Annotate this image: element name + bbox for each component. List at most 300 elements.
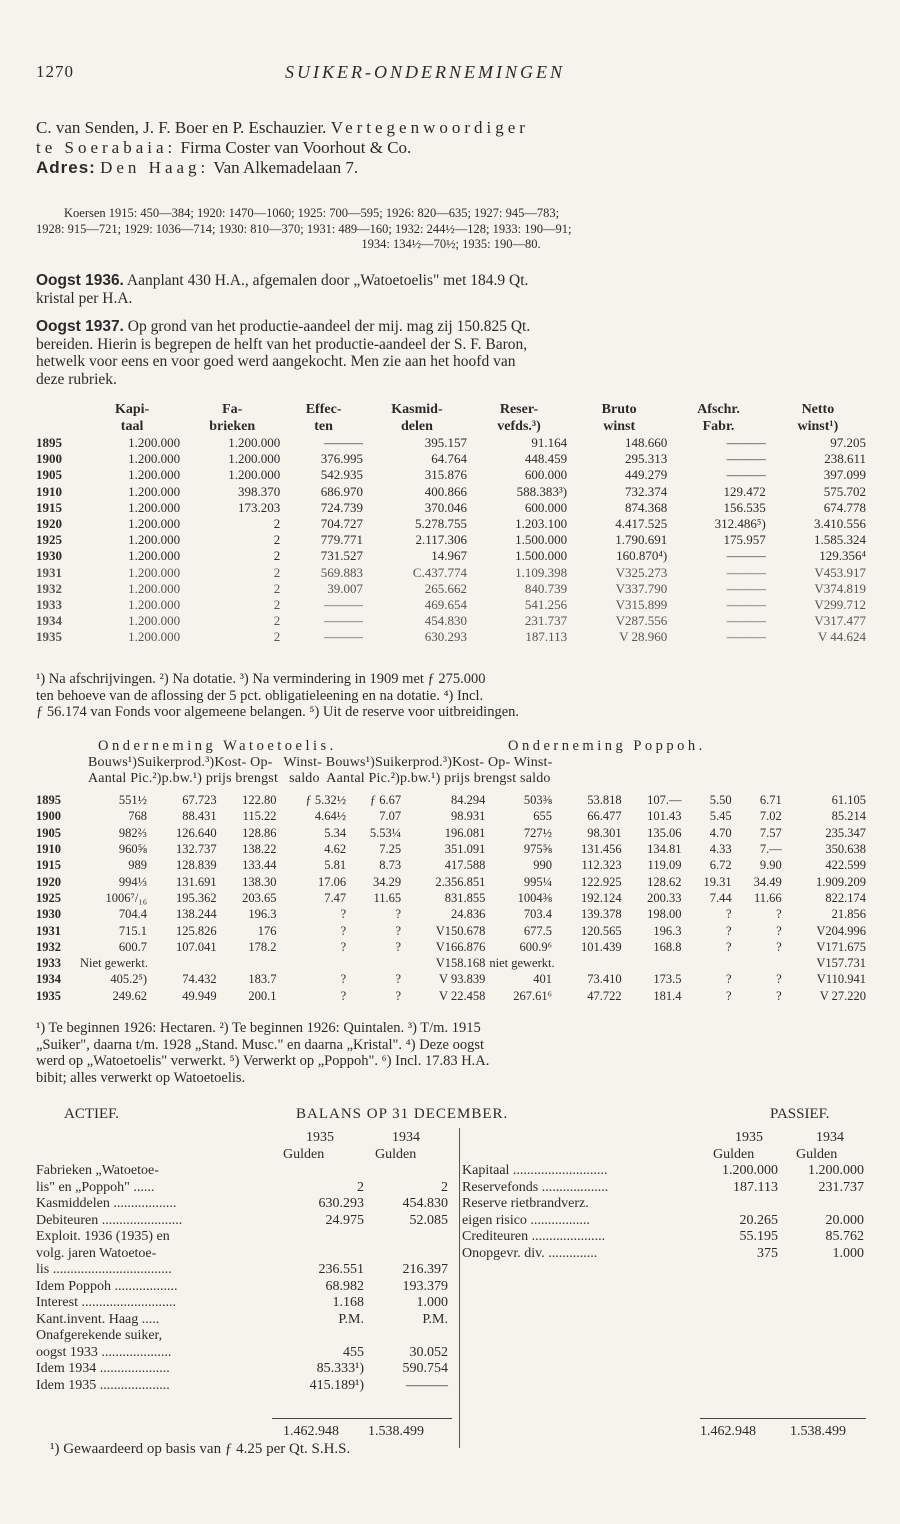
table-cell: 4.417.525 <box>615 516 668 532</box>
table-cell: ——— <box>726 435 766 451</box>
table-cell: 588.383³) <box>516 483 568 499</box>
table-cell: 265.662 <box>424 580 467 596</box>
table-cell: ? <box>395 939 402 954</box>
table-row <box>34 939 868 955</box>
balance-value-1935: 187.113 <box>733 1179 778 1195</box>
table-cell: 2 <box>273 564 281 580</box>
table-cell: 5.34 <box>324 825 347 840</box>
table-cell: ? <box>395 907 402 922</box>
balance-label: volg. jaren Watoetoe- <box>36 1245 157 1261</box>
row-year: 1932 <box>36 939 61 954</box>
balance-value-1935 <box>282 1163 366 1180</box>
row-year: 1933 <box>36 596 62 612</box>
table-row <box>34 500 868 516</box>
footnote2-line3: werd op „Watoetoelis" verwerkt. ⁵) Verwerkt op „Poppoh". ⁶) Incl. 17.83 H.A. <box>36 1053 490 1069</box>
table-cell: 469.654 <box>424 596 467 612</box>
table-row <box>34 565 868 581</box>
table-cell: 541.256 <box>524 596 568 612</box>
balance-value-1934: 20.000 <box>825 1212 864 1228</box>
page-number: 1270 <box>36 62 74 81</box>
balance-row <box>34 1229 450 1246</box>
actief-year-1934: 1934 <box>392 1130 420 1145</box>
table-cell: 350.638 <box>825 842 866 857</box>
balance-row <box>460 1163 866 1180</box>
table-cell: 6.72 <box>709 858 732 873</box>
table-cell: V315.899 <box>615 596 668 612</box>
table-cell: V204.996 <box>816 923 866 938</box>
balance-row <box>34 1246 450 1263</box>
footnote1-line3: ƒ 56.174 van Fonds voor algemeene belangen. ⁵) Uit de reserve voor uitbreidingen. <box>36 704 520 720</box>
balance-value-1935: 415.189¹) <box>309 1377 364 1393</box>
balance-value-1934 <box>366 1229 450 1246</box>
table-cell: ——— <box>726 564 766 580</box>
row-year: 1934 <box>36 972 61 987</box>
not-worked-left: Niet gewerkt. <box>80 956 149 971</box>
koersen-line1: Koersen 1915: 450—384; 1920: 1470—1060; 1925: 700—595; 1926: 820—635; 1927: 945—783; <box>64 206 560 220</box>
table-cell: 138.30 <box>242 874 277 889</box>
table-cell: 5.45 <box>709 809 732 824</box>
not-worked-right: niet gewerkt. <box>489 956 555 971</box>
column-header-bottom: ten <box>314 419 333 434</box>
table-cell: 11.65 <box>373 890 402 905</box>
table-cell: 4.64½ <box>314 809 347 824</box>
table-cell: 295.313 <box>624 451 668 467</box>
table-cell: 1.200.000 <box>128 564 181 580</box>
actief-unit-1935: Gulden <box>283 1147 325 1162</box>
table-cell: 24.836 <box>450 907 486 922</box>
balance-row <box>34 1213 450 1230</box>
balance-value-1935: 55.195 <box>739 1229 778 1244</box>
balance-row <box>460 1213 866 1230</box>
balance-value-1934: 216.397 <box>402 1262 448 1277</box>
passief-year-1935: 1935 <box>735 1130 763 1145</box>
table-cell: 198.00 <box>647 907 682 922</box>
balance-label: Fabrieken „Watoetoe- <box>36 1163 159 1178</box>
table-cell: 2.117.306 <box>415 532 467 548</box>
table-cell: 1.790.691 <box>615 532 668 548</box>
balance-label: Crediteuren ..................... <box>462 1229 606 1244</box>
passief-unit-1935: Gulden <box>713 1147 755 1162</box>
table-cell: ——— <box>726 467 766 483</box>
table-cell: ? <box>726 907 732 922</box>
table-cell: 131.691 <box>176 874 217 889</box>
balance-label: oogst 1933 .................... <box>36 1344 172 1360</box>
balance-label: Idem 1935 .................... <box>36 1377 170 1393</box>
balance-label: Exploit. 1936 (1935) en <box>36 1229 170 1244</box>
table-cell: 107.041 <box>176 939 217 954</box>
oogst-1937-line1: Op grond van het productie-aandeel der mij. mag zij 150.825 Qt. <box>127 318 531 335</box>
table-cell: 1.200.000 <box>128 435 181 451</box>
table-cell: ? <box>340 988 347 1003</box>
footnote1-line1: ¹) Na afschrijvingen. ²) Na dotatie. ³) Na vermindering in 1909 met ƒ 275.000 <box>36 671 486 687</box>
column-header-top: Bruto <box>601 402 637 417</box>
table-cell: 840.739 <box>524 580 568 596</box>
table-cell: 8.73 <box>379 858 402 873</box>
column-header-top: Fa- <box>222 402 243 417</box>
table-cell: 129.472 <box>723 483 766 499</box>
row-year: 1920 <box>36 516 62 532</box>
table-cell: 600.000 <box>524 499 568 515</box>
table-row <box>34 484 868 500</box>
table-cell: 417.588 <box>444 858 486 873</box>
table-cell: V 44.624 <box>817 629 866 645</box>
balance-value-1935: 1.200.000 <box>722 1163 778 1178</box>
table-cell: C.437.774 <box>412 564 467 580</box>
table-cell: ——— <box>726 548 766 564</box>
table-row <box>34 792 868 808</box>
intro-location: te Soerabaia: <box>36 138 177 157</box>
actief-table <box>34 1163 450 1394</box>
table-cell: V299.712 <box>814 596 866 612</box>
table-cell: 203.65 <box>242 890 277 905</box>
table-cell: 192.124 <box>580 890 622 905</box>
table-row <box>34 467 868 483</box>
balance-value-1935: 375 <box>757 1245 778 1261</box>
table-cell: 398.370 <box>238 483 281 499</box>
balance-row <box>460 1246 866 1263</box>
koersen-line2: 1928: 915—721; 1929: 1036—714; 1930: 810—370; 1931: 489—160; 1932: 244½—128; 1933: 190—91; <box>36 221 572 236</box>
column-header-top: Afschr. <box>697 402 740 417</box>
passief-total-rule <box>700 1418 866 1419</box>
passief-year-1934: 1934 <box>816 1130 844 1145</box>
table-cell: 181.4 <box>653 988 682 1003</box>
balance-row <box>34 1163 450 1180</box>
balance-label: lis" en „Poppoh" ...... <box>36 1179 155 1195</box>
table-cell: 995¼ <box>523 874 552 889</box>
table-cell: 53.818 <box>587 793 622 808</box>
table-cell: 600.9⁶ <box>519 939 552 954</box>
balance-row <box>34 1345 450 1362</box>
table-cell: 569.883 <box>320 564 363 580</box>
table-cell: ? <box>395 923 402 938</box>
table-cell: 7.07 <box>379 809 402 824</box>
table-cell: 98.931 <box>450 809 486 824</box>
table-cell: 14.967 <box>431 548 467 564</box>
passief-table-body <box>460 1163 866 1262</box>
table-row <box>34 890 868 906</box>
table-cell: V317.477 <box>814 613 866 629</box>
table-cell: ? <box>726 988 732 1003</box>
row-year: 1932 <box>36 580 62 596</box>
oogst-1937-line2: bereiden. Hierin is begrepen de helft van het productie-aandeel der S. F. Baron, <box>36 335 528 353</box>
table-cell: 85.214 <box>831 809 866 824</box>
table-cell: 370.046 <box>424 499 467 515</box>
table-cell: 7.44 <box>709 890 732 905</box>
balance-row <box>34 1378 450 1395</box>
row-year: 1930 <box>36 548 62 564</box>
table-cell: 3.410.556 <box>814 516 866 532</box>
oogst-1937-line3: hetwelk voor eens en voor goed werd aangekocht. Men zie aan het hoofd van <box>36 353 516 370</box>
table-cell: ——— <box>323 613 363 629</box>
koersen-block <box>36 206 866 253</box>
balance-value-1935: 455 <box>343 1344 364 1360</box>
table-cell: 235.347 <box>825 825 866 840</box>
table-cell: ? <box>776 939 782 954</box>
table-cell: 630.293 <box>424 629 467 645</box>
table-cell: ——— <box>726 580 766 596</box>
table-cell: ? <box>776 972 782 987</box>
table2-header-2: Aantal Pic.²)p.bw.¹) prijs brengst saldo Aantal Pic.²)p.bw.¹) prijs brengst saldo <box>88 771 551 786</box>
balance-value-1935: 24.975 <box>325 1212 364 1228</box>
balance-value-1935: 20.265 <box>739 1212 778 1228</box>
table-row <box>34 841 868 857</box>
table-cell: 405.2⁵) <box>110 972 148 987</box>
balance-label: lis .................................. <box>36 1262 172 1277</box>
balance-value-1934: 1.000 <box>832 1245 864 1261</box>
table-cell: 61.105 <box>831 793 866 808</box>
table-cell: 126.640 <box>176 825 217 840</box>
table-cell: 779.771 <box>320 532 363 548</box>
table-cell: 1006⁷/₁₆ <box>105 890 148 905</box>
table-cell: V157.731 <box>816 956 866 971</box>
row-year: 1895 <box>36 793 61 808</box>
table-row <box>34 906 868 922</box>
table-cell: 351.091 <box>444 842 486 857</box>
balance-row <box>34 1180 450 1197</box>
row-year: 1900 <box>36 451 62 467</box>
table-cell: 542.935 <box>320 467 363 483</box>
balance-row <box>34 1196 450 1213</box>
table-cell: ? <box>340 923 347 938</box>
table-cell: 238.611 <box>824 451 866 467</box>
table-cell: 1.200.000 <box>128 580 181 596</box>
table-row <box>34 532 868 548</box>
table-cell: V453.917 <box>814 564 866 580</box>
balance-row <box>34 1312 450 1329</box>
table-cell: 34.49 <box>753 874 782 889</box>
balance-label: Onopgevr. div. .............. <box>462 1245 598 1261</box>
table-cell: 4.70 <box>709 825 732 840</box>
row-year: 1925 <box>36 532 62 548</box>
header-year-blank <box>34 401 82 418</box>
column-header-top: Reser- <box>499 402 539 417</box>
table-row <box>34 435 868 451</box>
row-year: 1915 <box>36 858 61 873</box>
table-cell: 139.378 <box>580 907 622 922</box>
table-cell: 1.200.000 <box>128 483 181 499</box>
table-cell: 2 <box>273 629 281 645</box>
balance-value-1935: 236.551 <box>318 1262 364 1277</box>
table-cell: 715.1 <box>118 923 148 938</box>
passief-table <box>460 1163 866 1262</box>
table-cell: 101.439 <box>580 939 622 954</box>
row-year: 1905 <box>36 825 61 840</box>
table-cell: 101.43 <box>647 809 682 824</box>
table2-header-1: Bouws¹)Suikerprod.³)Kost- Op- Winst- Bouws¹)Suikerprod.³)Kost- Op- Winst- <box>88 755 553 770</box>
column-header-top: Kapi- <box>114 402 150 417</box>
table-cell: 200.1 <box>248 988 277 1003</box>
table-cell: 677.5 <box>523 923 552 938</box>
table-cell: 7.— <box>759 842 782 857</box>
table-cell: 1004⅜ <box>517 890 552 905</box>
balance-label: Onafgerekende suiker, <box>36 1328 163 1343</box>
table-cell: 138.22 <box>242 842 277 857</box>
table-row <box>34 629 868 645</box>
table-cell: 975⅝ <box>523 842 552 857</box>
production-table-body <box>34 792 868 1004</box>
table-cell: 1.500.000 <box>515 548 568 564</box>
financial-table-header-row1 <box>34 401 868 418</box>
table-cell: 724.739 <box>320 499 363 515</box>
table-cell: 107.— <box>647 793 682 808</box>
balance-divider <box>459 1128 460 1448</box>
table-cell: 183.7 <box>248 972 277 987</box>
table-cell: ——— <box>323 435 363 451</box>
table-cell: 122.80 <box>242 793 277 808</box>
table-cell: 2 <box>273 532 281 548</box>
table-row <box>34 808 868 824</box>
actief-total-1934: 1.538.499 <box>368 1424 424 1439</box>
table-cell: 2.356.851 <box>435 874 486 889</box>
row-year: 1905 <box>36 467 62 483</box>
table-cell: 21.856 <box>831 907 866 922</box>
table-cell: 768 <box>128 809 148 824</box>
table-row <box>34 581 868 597</box>
balance-row <box>34 1328 450 1345</box>
table-cell: 822.174 <box>825 890 866 905</box>
footnote2-line1: ¹) Te beginnen 1926: Hectaren. ²) Te beginnen 1926: Quintalen. ³) T/m. 1915 <box>36 1020 481 1036</box>
table-row <box>34 857 868 873</box>
table-cell: 315.876 <box>424 467 467 483</box>
balance-value-1934: ——— <box>406 1377 448 1393</box>
balance-label: Kant.invent. Haag ..... <box>36 1311 160 1327</box>
watoetoelis-title: Onderneming Watoetoelis. <box>98 738 337 754</box>
footnote2-line2: „Suiker", daarna t/m. 1928 „Stand. Musc." en daarna „Kristal". ⁴) Deze oogst <box>36 1036 485 1053</box>
table-cell: ? <box>726 923 732 938</box>
table-cell: ——— <box>726 613 766 629</box>
table-cell: 175.957 <box>723 532 766 548</box>
row-year: 1930 <box>36 907 61 922</box>
table-cell: 120.565 <box>580 923 622 938</box>
table-cell: 727½ <box>523 825 552 840</box>
balance-row <box>34 1262 450 1279</box>
table-cell: 7.57 <box>759 825 782 840</box>
table-cell: 2 <box>273 516 281 532</box>
table-cell: V 27.220 <box>819 988 866 1003</box>
vertegenwoordiger-label: Vertegenwoordiger <box>330 118 529 137</box>
balance-value-1935 <box>694 1196 780 1213</box>
balance-value-1934 <box>780 1196 866 1213</box>
table-cell: 6.71 <box>759 793 782 808</box>
row-year: 1931 <box>36 923 61 938</box>
table-cell: 5.81 <box>324 858 347 873</box>
table-cell: ? <box>726 972 732 987</box>
table-cell: ——— <box>323 596 363 612</box>
balance-label: Reservefonds ................... <box>462 1179 609 1195</box>
table-cell: 168.8 <box>653 939 682 954</box>
table-cell: ƒ 6.67 <box>369 793 402 808</box>
table-cell: 156.535 <box>723 499 766 515</box>
table-cell: 600.000 <box>524 467 568 483</box>
balance-value-1934: 1.000 <box>416 1295 448 1310</box>
table-cell: 133.44 <box>242 858 277 873</box>
table-cell: 134.81 <box>647 842 682 857</box>
poppoh-title: Onderneming Poppoh. <box>508 738 706 754</box>
actief-table-body <box>34 1163 450 1394</box>
table-cell: 67.723 <box>182 793 217 808</box>
table-cell: 7.47 <box>324 890 347 905</box>
balance-value-1935 <box>282 1229 366 1246</box>
table-cell: 1.500.000 <box>515 532 568 548</box>
row-year: 1925 <box>36 890 61 905</box>
table-cell: 686.970 <box>320 483 363 499</box>
row-year: 1915 <box>36 499 62 515</box>
column-header-bottom: brieken <box>209 419 256 434</box>
column-header-bottom: delen <box>401 419 433 434</box>
balance-value-1935: 85.333¹) <box>316 1361 364 1376</box>
adres-label: Adres: <box>36 158 96 177</box>
table-cell: 994⅓ <box>118 874 148 889</box>
passief-total-1935: 1.462.948 <box>700 1424 756 1439</box>
table-cell: 982⅔ <box>118 825 148 840</box>
table-cell: 267.61⁶ <box>513 988 552 1003</box>
table-cell: 91.164 <box>531 435 568 451</box>
header-year-blank <box>34 418 82 435</box>
row-year: 1895 <box>36 435 62 451</box>
table-row <box>34 873 868 889</box>
table-cell: ? <box>340 907 347 922</box>
row-year: 1935 <box>36 629 62 645</box>
oogst-1937 <box>36 318 866 388</box>
table-cell: V110.941 <box>816 972 866 987</box>
table-row <box>34 516 868 532</box>
table-cell: 66.477 <box>587 809 622 824</box>
balance-value-1934: 52.085 <box>409 1212 448 1228</box>
table-cell: V 93.839 <box>439 972 486 987</box>
table-cell: 1.200.000 <box>128 613 181 629</box>
oogst-1936-label: Oogst 1936. <box>36 272 124 289</box>
table-row <box>34 613 868 629</box>
table-cell: 138.244 <box>176 907 217 922</box>
table-cell: 395.157 <box>424 435 467 451</box>
balance-value-1934 <box>366 1328 450 1345</box>
table-cell: 704.727 <box>320 516 363 532</box>
table-cell: 178.2 <box>248 939 277 954</box>
table-cell: 7.02 <box>759 809 782 824</box>
table-cell: 397.099 <box>823 467 866 483</box>
balance-label: Interest ........................... <box>36 1295 176 1310</box>
table-cell: V325.273 <box>615 564 668 580</box>
table-cell: 129.356⁴ <box>819 548 866 564</box>
table-cell: 131.456 <box>580 842 622 857</box>
table-cell: 1.203.100 <box>515 516 568 532</box>
financial-table-header-row2 <box>34 418 868 435</box>
balance-title: BALANS OP 31 DECEMBER. <box>296 1106 509 1122</box>
table-cell: 196.3 <box>653 923 682 938</box>
table-cell: 312.486⁵) <box>714 516 766 532</box>
table-cell: V337.790 <box>615 580 668 596</box>
balance-row <box>34 1361 450 1378</box>
table-cell: 1.200.000 <box>128 516 181 532</box>
table-cell: 831.855 <box>444 890 486 905</box>
table-cell: V 22.458 <box>439 988 486 1003</box>
table-cell: 449.279 <box>624 467 668 483</box>
table-cell: 195.362 <box>176 890 217 905</box>
table-cell: 1.200.000 <box>128 596 181 612</box>
balance-value-1934: 590.754 <box>402 1361 448 1376</box>
table-cell: 7.25 <box>379 842 402 857</box>
koersen-line3: 1934: 134½—70½; 1935: 190—80. <box>361 237 541 251</box>
adres-value: Van Alkemadelaan 7. <box>213 158 359 177</box>
column-header-bottom: winst <box>603 419 636 434</box>
table-cell: ? <box>726 939 732 954</box>
oogst-1936-text: Aanplant 430 H.A., afgemalen door „Watoetoelis" met 184.9 Qt. <box>126 272 529 289</box>
table-cell: 47.722 <box>587 988 622 1003</box>
table-cell: 5.50 <box>709 793 732 808</box>
table-cell: 88.431 <box>182 809 217 824</box>
table-cell: V158.168 <box>435 956 486 971</box>
balance-value-1934: 454.830 <box>402 1196 448 1211</box>
